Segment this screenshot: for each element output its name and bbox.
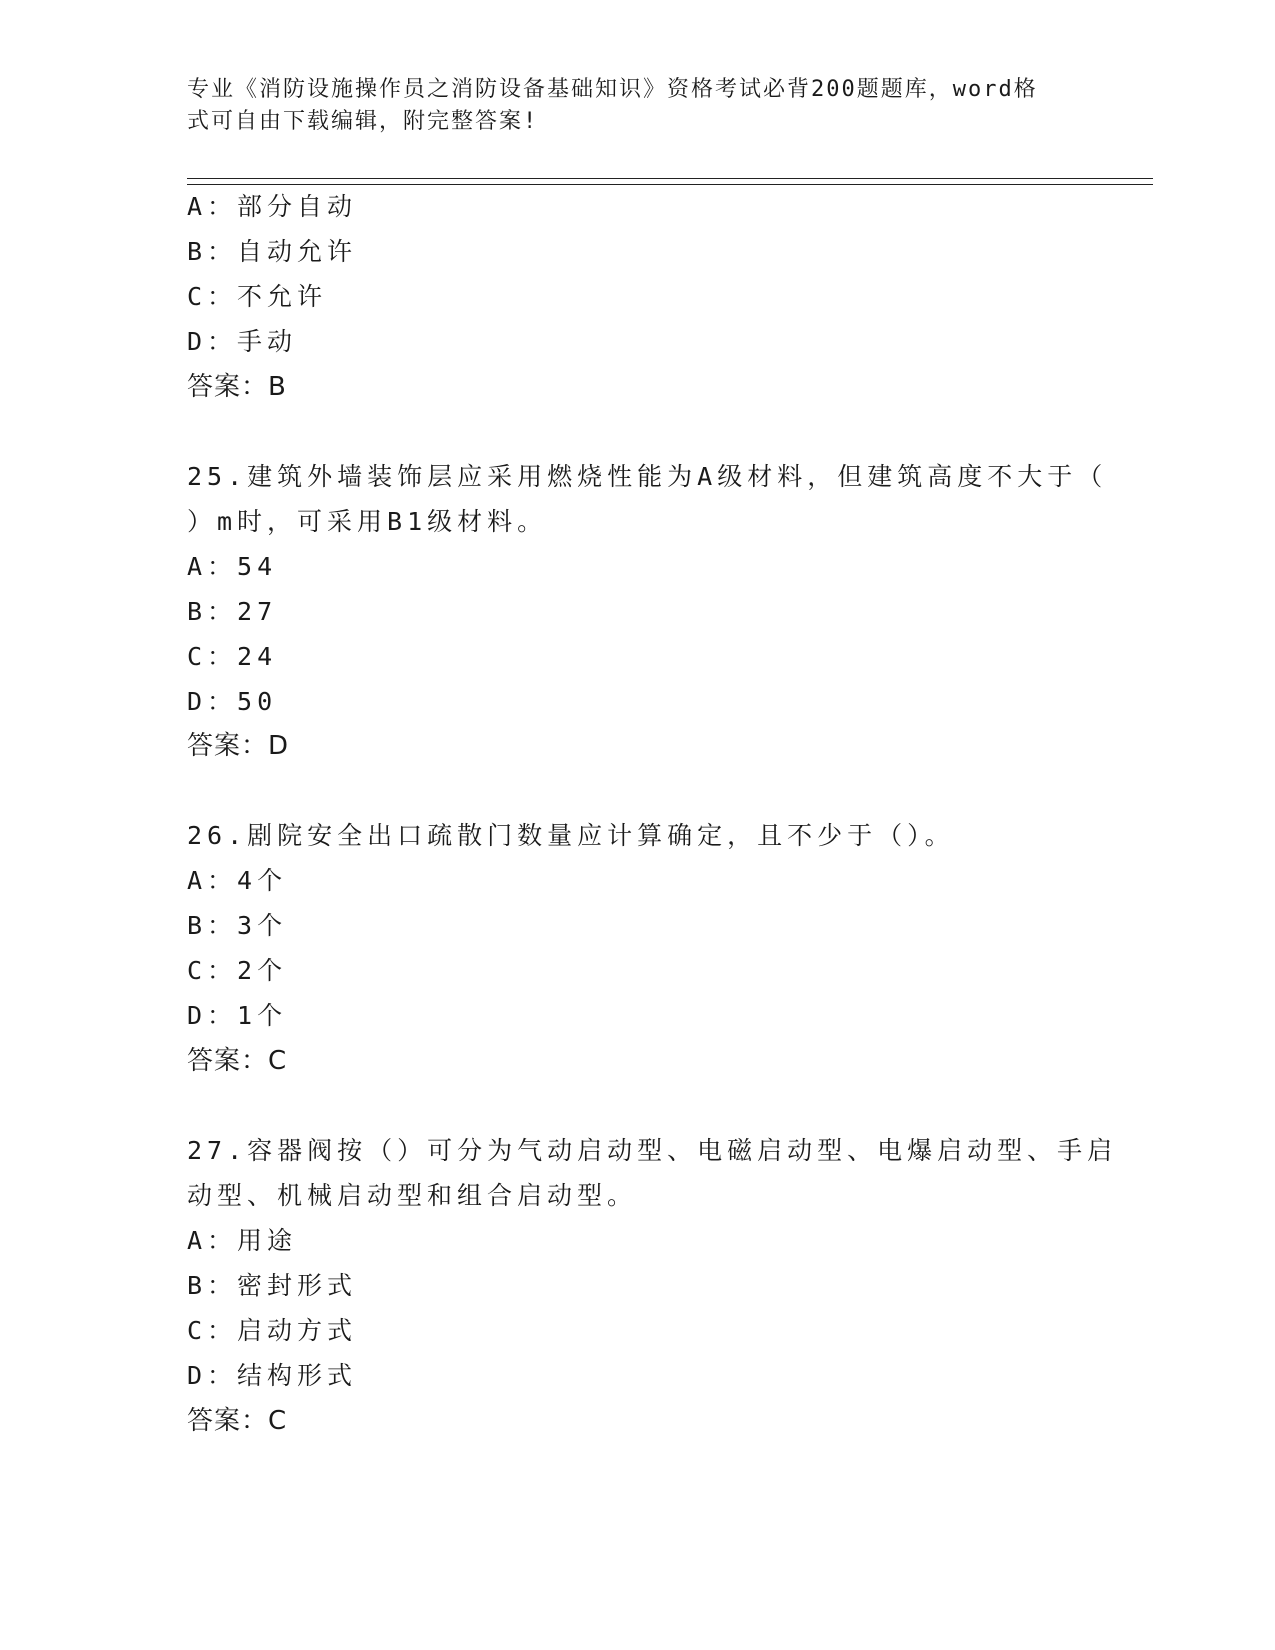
q25-option-d: D：50 — [187, 687, 278, 716]
q27-answer: 答案：C — [187, 1406, 288, 1436]
q25-option-a: A：54 — [187, 552, 278, 581]
q24-option-a: A：部分自动 — [187, 192, 358, 221]
q27-stem-line-2: 动型、机械启动型和组合启动型。 — [187, 1181, 638, 1210]
header-divider-top — [187, 178, 1153, 179]
q26-option-d: D：1个 — [187, 1001, 288, 1030]
q25-stem-line-1: 25.建筑外墙装饰层应采用燃烧性能为A级材料，但建筑高度不大于（ — [187, 462, 1108, 491]
q24-option-c: C：不允许 — [187, 282, 328, 311]
q27-option-b: B：密封形式 — [187, 1271, 358, 1300]
q25-answer: 答案：D — [187, 731, 290, 761]
q27-option-c: C：启动方式 — [187, 1316, 358, 1345]
q26-option-a: A：4个 — [187, 866, 288, 895]
q24-option-d: D：手动 — [187, 327, 298, 356]
q24-option-b: B：自动允许 — [187, 237, 358, 266]
q25-option-c: C：24 — [187, 642, 278, 671]
document-header — [187, 74, 1087, 138]
q27-option-a: A：用途 — [187, 1226, 298, 1255]
q26-option-b: B：3个 — [187, 911, 288, 940]
q27-stem-line-1: 27.容器阀按（）可分为气动启动型、电磁启动型、电爆启动型、手启 — [187, 1136, 1118, 1165]
header-line-2: 式可自由下载编辑，附完整答案! — [187, 109, 539, 134]
q26-option-c: C：2个 — [187, 956, 288, 985]
q26-stem-line-1: 26.剧院安全出口疏散门数量应计算确定，且不少于（）。 — [187, 821, 955, 850]
q25-stem-line-2: ）m时，可采用B1级材料。 — [187, 507, 548, 536]
q26-answer: 答案：C — [187, 1046, 288, 1076]
q24-answer: 答案：B — [187, 372, 287, 402]
q27-option-d: D：结构形式 — [187, 1361, 358, 1390]
q25-option-b: B：27 — [187, 597, 278, 626]
header-line-1: 专业《消防设施操作员之消防设备基础知识》资格考试必背200题题库，word格 — [187, 77, 1038, 102]
header-divider-bottom — [187, 184, 1153, 185]
